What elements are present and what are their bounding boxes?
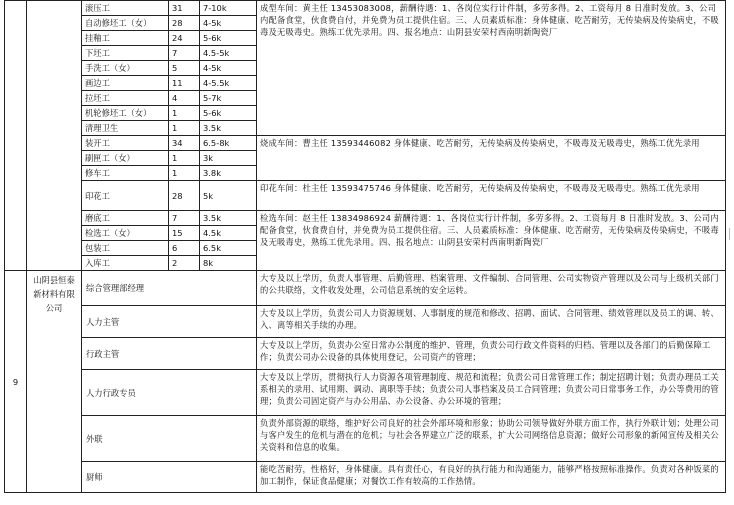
count-cell: 5: [169, 61, 200, 76]
job-description: 大专及以上学历，负责公司人力资源规划、人事制度的规范和修改、招聘、面试、合同管理、绩效管理以及员工的调、转、入、离等相关手续的办理。: [257, 306, 726, 338]
workshop-description: 烧成车间：曹主任 13593446082 身体健康、吃苦耐劳，无传染病及传染病史，不吸毒及无吸毒史，熟练工优先录用: [257, 136, 726, 181]
position-cell: 刷匣工（女）: [82, 151, 169, 166]
job-description: 负责外部资源的联络，维护好公司良好的社会外部环境和形象；协助公司领导做好外联方面工作，执行外联计划；处理公司与客户发生的危机与潜在的危机；与社会各界建立广泛的联系，扩大公司网络信息资源；做好公司形象的新闻宣传及相关公关资料和信息的收集。: [257, 416, 726, 462]
salary-cell: 3.8k: [200, 166, 257, 181]
count-cell: 2: [169, 256, 200, 271]
position-cell: 自动修坯工（女）: [82, 16, 169, 31]
position-cell: 行政主管: [82, 338, 257, 370]
position-cell: 入库工: [82, 256, 169, 271]
position-cell: 修车工: [82, 166, 169, 181]
position-cell: 清理卫生: [82, 121, 169, 136]
row-index: 9: [5, 271, 27, 493]
workshop-description: 成型车间：黄主任 13453083008，薪酬待遇：1、各岗位实行计件制，多劳多得。2、工资每月 8 日准时发放。3、公司内配备食堂，伙食费自付，并免费为员工提供住宿。三、人员素质标准：身体健康、吃苦耐劳，无传染病及传染病史，不吸毒及无吸毒史。熟练工优先录用。四、报名地点：山阴县安荣村西南明新陶瓷厂: [257, 1, 726, 136]
scroll-tick-mark: [729, 228, 733, 240]
count-cell: 31: [169, 1, 200, 16]
salary-cell: 3k: [200, 151, 257, 166]
position-cell: 装开工: [82, 136, 169, 151]
count-cell: 28: [169, 16, 200, 31]
index-cell-blank: [5, 1, 27, 271]
count-cell: 1: [169, 166, 200, 181]
salary-cell: 4-5.5k: [200, 76, 257, 91]
salary-cell: 3.5k: [200, 211, 257, 226]
count-cell: 24: [169, 31, 200, 46]
salary-cell: 4-5k: [200, 61, 257, 76]
position-cell: 机轮修坯工（女）: [82, 106, 169, 121]
count-cell: 7: [169, 46, 200, 61]
workshop-description: 印花车间：杜主任 13593475746 身体健康、吃苦耐劳，无传染病及传染病史，不吸毒及无吸毒史。熟练工优先录用: [257, 181, 726, 211]
position-cell: 滚压工: [82, 1, 169, 16]
salary-cell: 5-6k: [200, 31, 257, 46]
position-cell: 包装工: [82, 241, 169, 256]
count-cell: 1: [169, 121, 200, 136]
salary-cell: 8k: [200, 256, 257, 271]
count-cell: 6: [169, 241, 200, 256]
position-cell: 挂釉工: [82, 31, 169, 46]
position-cell: 拉坯工: [82, 91, 169, 106]
company-cell-blank: [27, 1, 82, 271]
salary-cell: 5-6k: [200, 106, 257, 121]
count-cell: 7: [169, 211, 200, 226]
company-name: 山阴县恒泰新材料有限公司: [27, 271, 82, 493]
count-cell: 1: [169, 106, 200, 121]
position-cell: 检选工（女）: [82, 226, 169, 241]
workshop-description: 检选车间：赵主任 13834986924 薪酬待遇：1、各岗位实行计件制，多劳多得。2、工资每月 8 日准时发放。3、公司内配备食堂，伙食费自付，并免费为员工提供住宿。三、人员素质标准：身体健康、吃苦耐劳，无传染病及传染病史，不吸毒及无吸毒史，熟练工优先录用。四、报名地点：山阴县安荣村西南明新陶瓷厂: [257, 211, 726, 271]
salary-cell: 5k: [200, 181, 257, 211]
position-cell: 外联: [82, 416, 257, 462]
position-cell: 下坯工: [82, 46, 169, 61]
job-description: 大专及以上学历，负责办公室日常办公制度的维护、管理，负责公司行政文件资料的归档、管理以及各部门的后勤保障工作；负责公司办公设备的具体使用登记，公司资产的管理；: [257, 338, 726, 370]
count-cell: 1: [169, 151, 200, 166]
position-cell: 综合管理部经理: [82, 271, 257, 306]
salary-cell: 3.5k: [200, 121, 257, 136]
position-cell: 手洗工（女）: [82, 61, 169, 76]
salary-cell: 6.5-8k: [200, 136, 257, 151]
job-listing-table: [4, 0, 726, 493]
salary-cell: 4-5k: [200, 16, 257, 31]
salary-cell: 6.5k: [200, 241, 257, 256]
salary-cell: 5-7k: [200, 91, 257, 106]
job-description: 大专及以上学历，负责人事管理、后勤管理、档案管理、文件编制、合同管理、公司实物资产管理以及公司与上级机关部门的公共联络，文件收发处理，公司信息系统的安全运转。: [257, 271, 726, 306]
job-description: 能吃苦耐劳，性格好，身体健康。具有责任心，有良好的执行能力和沟通能力，能够严格按照标准操作。负责对各种饭菜的加工制作，保证食品健康；对餐饮工作有较高的工作热情。: [257, 462, 726, 493]
position-cell: 磨底工: [82, 211, 169, 226]
position-cell: 印花工: [82, 181, 169, 211]
position-cell: 厨师: [82, 462, 257, 493]
salary-cell: 4.5-5k: [200, 46, 257, 61]
position-cell: 人力主管: [82, 306, 257, 338]
count-cell: 11: [169, 76, 200, 91]
count-cell: 15: [169, 226, 200, 241]
job-description: 大专及以上学历，贯彻执行人力资源各项管理制度、规范和流程；负责公司日常管理工作；制定招聘计划；负责办理员工关系相关的录用、试用期、调动、离职等手续；负责公司人事档案及员工合同管理；负责公司日常事务工作，办公等费用的管理；负责公司固定资产与办公用品、办公设备、办公环境的管理；: [257, 370, 726, 416]
count-cell: 4: [169, 91, 200, 106]
count-cell: 34: [169, 136, 200, 151]
salary-cell: 7-10k: [200, 1, 257, 16]
salary-cell: 4.5k: [200, 226, 257, 241]
count-cell: 28: [169, 181, 200, 211]
position-cell: 画边工: [82, 76, 169, 91]
position-cell: 人力行政专员: [82, 370, 257, 416]
